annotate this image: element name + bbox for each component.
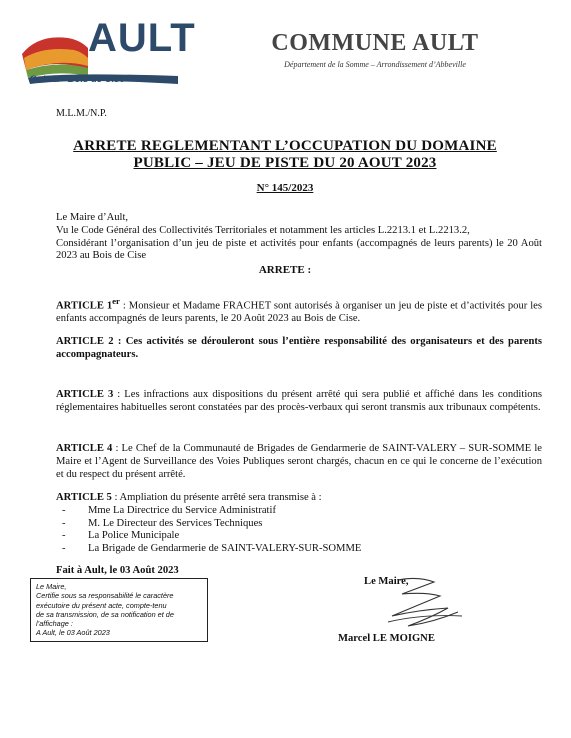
recipient-item: - M. Le Directeur des Services Techniques	[56, 518, 542, 531]
certification-line: l’affichage :	[36, 619, 73, 629]
recipient-item: - La Police Municipale	[56, 530, 542, 543]
mayor-name: Marcel LE MOIGNE	[338, 633, 435, 644]
preamble-line: Vu le Code Général des Collectivités Territoriales et notamment les articles L.2213.1 et L.2213.2,	[56, 224, 470, 236]
certification-line: exécutoire du présent acte, compte-tenu	[36, 600, 167, 610]
recipient-list	[56, 505, 542, 556]
article-2: ARTICLE 2 : Ces activités se dérouleront sous l’entière responsabilité des organisateurs et des parents accompagnateurs.	[56, 336, 542, 360]
article-1-sup: er	[112, 296, 120, 306]
reference-initials: M.L.M./N.P.	[56, 108, 107, 119]
certification-line: A Ault, le 03 Août 2023	[36, 628, 110, 638]
certification-line: de sa transmission, de sa notification et de	[36, 609, 174, 619]
department-subtitle: Département de la Somme – Arrondissement d’Abbeville	[284, 60, 466, 69]
article-4-text: : Le Chef de la Communauté de Brigades de Gendarmerie de SAINT-VALERY – SUR-SOMME le Maire et l’Agent de Surveillance des Voies Publiques seront chargés, chacun en ce qui le concerne de l’exécution et du respect du présent arrêté.	[56, 443, 542, 480]
document-title	[40, 138, 530, 172]
article-5-text: : Ampliation du présente arrêté sera transmise à :	[111, 492, 322, 503]
done-at-date: Fait à Ault, le 03 Août 2023	[56, 565, 179, 576]
article-1-text: : Monsieur et Madame FRACHET sont autorisés à organiser un jeu de piste et d’activités pour les enfants accompagnés de leurs parents, le 20 Août 2023 au Bois de Cise.	[56, 300, 542, 325]
document-number: N° 145/2023	[256, 182, 314, 194]
certification-stamp	[30, 578, 208, 642]
article-3-label: ARTICLE 3	[56, 389, 114, 400]
document-title-line-1: ARRETE REGLEMENTANT L’OCCUPATION DU DOMAINE	[73, 138, 497, 154]
article-1-label: ARTICLE 1	[56, 300, 113, 312]
logo-subtitle: Onival - Bois de Cise	[30, 74, 125, 85]
preamble-line: Considérant l’organisation d’un jeu de piste et activités pour enfants (accompagnés de leurs parents) le 20 Août 2023 au Bois de Cise	[56, 237, 542, 262]
article-4-label: ARTICLE 4	[56, 443, 113, 454]
article-5	[56, 492, 542, 556]
logo-name: AULT	[88, 16, 196, 60]
article-5-label: ARTICLE 5	[56, 492, 112, 503]
handwritten-signature	[378, 572, 468, 632]
preamble-line: Le Maire d’Ault,	[56, 212, 129, 223]
arrete-heading: ARRETE :	[258, 264, 312, 276]
commune-title: COMMUNE AULT	[271, 30, 479, 56]
preamble	[56, 212, 542, 263]
recipient-item: - Mme La Directrice du Service Administratif	[56, 505, 542, 518]
article-4	[56, 443, 542, 481]
recipient-item: - La Brigade de Gendarmerie de SAINT-VALERY-SUR-SOMME	[56, 543, 542, 556]
article-3-text: : Les infractions aux dispositions du présent arrêté qui sera publié et affiché dans les conditions réglementaires habituelles seront constatées par des procès-verbaux qui seront transmis aux tribunaux compétents.	[56, 389, 542, 413]
certification-line: Le Maire,	[36, 582, 67, 591]
mayor-label: Le Maire,	[364, 576, 409, 587]
article-3	[56, 389, 542, 415]
article-1	[56, 295, 542, 326]
document-title-line-2: PUBLIC – JEU DE PISTE DU 20 AOUT 2023	[133, 155, 437, 171]
certification-line: Certifie sous sa responsabilité le caractère	[36, 591, 174, 601]
